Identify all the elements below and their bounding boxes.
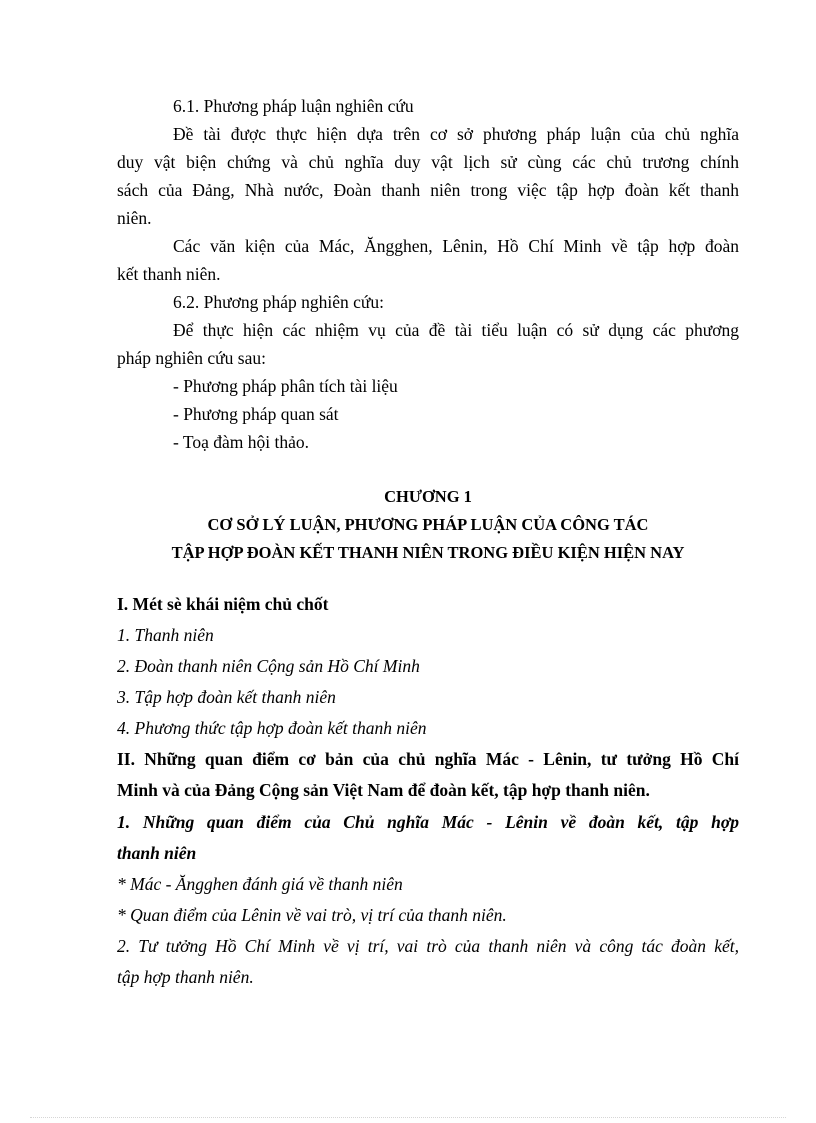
page-bottom-divider — [30, 1117, 786, 1118]
paragraph-line: niên. — [117, 208, 152, 228]
section-1-item: 1. Thanh niên — [117, 625, 214, 645]
section-2-heading: Minh và của Đảng Cộng sản Việt Nam để đoàn kết, tập hợp thanh niên. — [117, 780, 650, 800]
subsection-1-heading: 1. Những quan điểm của Chủ nghĩa Mác - Lênin về đoàn kết, tập hợp — [117, 812, 739, 832]
method-list-item: - Phương pháp quan sát — [173, 404, 339, 424]
section-1-item: 4. Phương thức tập hợp đoàn kết thanh niên — [117, 718, 427, 738]
section-1-item: 2. Đoàn thanh niên Cộng sản Hồ Chí Minh — [117, 656, 420, 676]
subsection-1-point: * Mác - Ăngghen đánh giá về thanh niên — [117, 874, 403, 894]
section-1-item: 3. Tập hợp đoàn kết thanh niên — [117, 687, 336, 707]
paragraph-line: Để thực hiện các nhiệm vụ của đề tài tiểu luận có sử dụng các phương — [173, 320, 739, 340]
method-list-item: - Toạ đàm hội thảo. — [173, 432, 309, 452]
paragraph-line: duy vật biện chứng và chủ nghĩa duy vật lịch sử cùng các chủ trương chính — [117, 152, 739, 172]
subsection-1-heading: thanh niên — [117, 843, 197, 863]
section-6-1-heading: 6.1. Phương pháp luận nghiên cứu — [173, 96, 414, 116]
subsection-1-point: * Quan điểm của Lênin về vai trò, vị trí của thanh niên. — [117, 905, 507, 925]
subsection-2-heading: tập hợp thanh niên. — [117, 967, 254, 987]
paragraph-line: sách của Đảng, Nhà nước, Đoàn thanh niên trong việc tập hợp đoàn kết thanh — [117, 180, 739, 200]
chapter-title-line-2: TẬP HỢP ĐOÀN KẾT THANH NIÊN TRONG ĐIỀU KIỆN HIỆN NAY — [171, 543, 685, 562]
chapter-label: CHƯƠNG 1 — [384, 487, 472, 506]
subsection-2-heading: 2. Tư tưởng Hồ Chí Minh về vị trí, vai trò của thanh niên và công tác đoàn kết, — [117, 936, 739, 956]
method-list-item: - Phương pháp phân tích tài liệu — [173, 376, 398, 396]
paragraph-line: Các văn kiện của Mác, Ăngghen, Lênin, Hồ Chí Minh về tập hợp đoàn — [173, 236, 739, 256]
section-2-heading: II. Những quan điểm cơ bản của chủ nghĩa Mác - Lênin, tư tưởng Hồ Chí — [117, 749, 739, 769]
chapter-title-line-1: CƠ SỞ LÝ LUẬN, PHƯƠNG PHÁP LUẬN CỦA CÔNG TÁC — [207, 515, 649, 534]
paragraph-line: pháp nghiên cứu sau: — [117, 348, 266, 368]
paragraph-line: kết thanh niên. — [117, 264, 221, 284]
section-6-2-heading: 6.2. Phương pháp nghiên cứu: — [173, 292, 384, 312]
paragraph-line: Đề tài được thực hiện dựa trên cơ sở phương pháp luận của chủ nghĩa — [173, 124, 739, 144]
section-1-heading: I. Mét sè khái niệm chủ chốt — [117, 594, 329, 614]
